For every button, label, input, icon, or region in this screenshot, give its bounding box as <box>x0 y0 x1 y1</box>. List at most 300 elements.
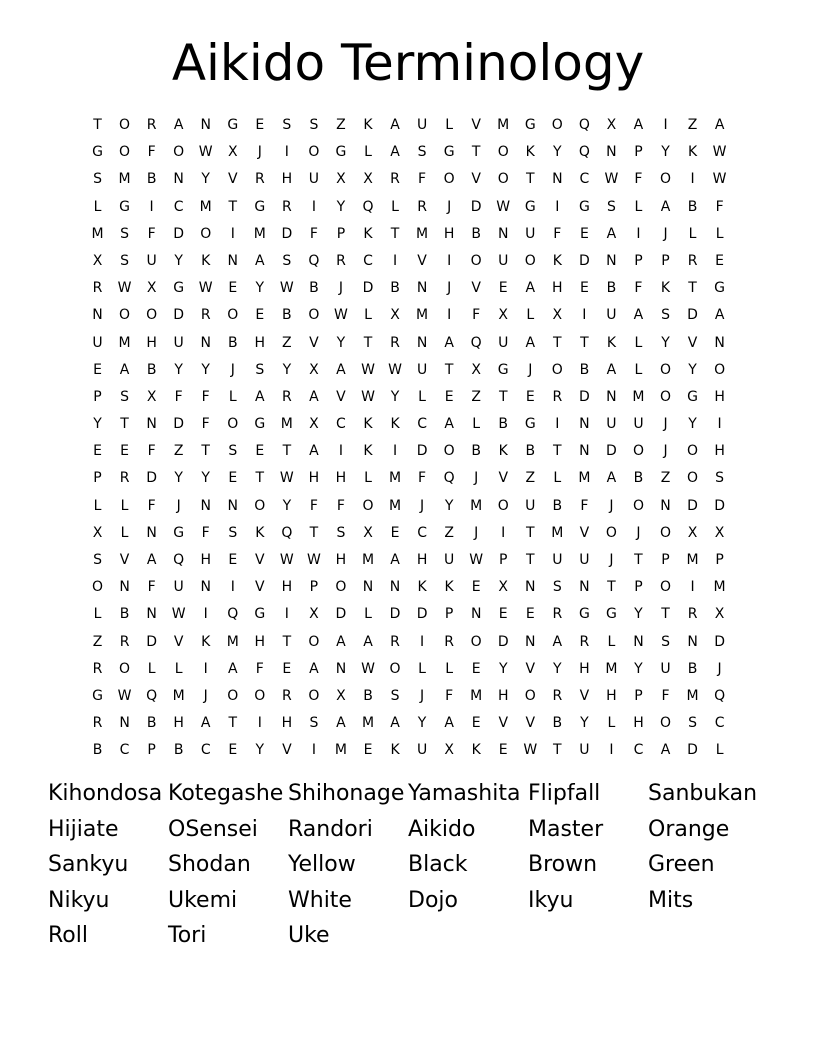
grid-letter: P <box>715 552 724 568</box>
grid-letter: U <box>173 334 184 351</box>
grid-letter: H <box>281 171 293 188</box>
grid-letter: A <box>714 117 725 133</box>
page-title: Aikido Terminology <box>171 34 645 92</box>
grid-letter: Q <box>362 198 374 215</box>
grid-letter: W <box>604 171 619 188</box>
grid-letter: M <box>578 470 591 487</box>
grid-letter: F <box>309 497 318 514</box>
grid-letter: D <box>578 252 590 269</box>
grid-letter: L <box>228 388 237 405</box>
grid-letter: S <box>661 633 670 650</box>
grid-letter: F <box>472 307 481 324</box>
grid-letter: E <box>715 252 725 269</box>
grid-letter: L <box>688 225 697 242</box>
grid-letter: B <box>92 742 103 759</box>
grid-letter: I <box>555 416 560 433</box>
grid-letter: W <box>523 742 538 759</box>
grid-letter: L <box>364 144 372 161</box>
grid-letter: O <box>173 144 185 161</box>
grid-letter: Y <box>201 171 210 188</box>
grid-letter: T <box>661 606 670 623</box>
grid-row <box>84 114 733 141</box>
grid-letter: D <box>578 388 590 405</box>
grid-letter: P <box>309 579 319 596</box>
grid-letter: F <box>147 579 156 596</box>
grid-letter: H <box>281 715 293 732</box>
grid-letter: Y <box>282 361 292 378</box>
grid-letter: G <box>443 144 455 161</box>
grid-letter: M <box>551 524 564 541</box>
grid-letter: A <box>336 715 346 732</box>
grid-letter: O <box>227 687 239 704</box>
grid-letter: U <box>660 660 671 677</box>
grid-letter: T <box>255 470 265 487</box>
grid-letter: Y <box>201 470 210 487</box>
grid-letter: Y <box>255 280 265 297</box>
grid-letter: K <box>552 252 562 269</box>
grid-letter: T <box>634 552 643 568</box>
grid-letter: I <box>636 225 641 242</box>
grid-letter: O <box>308 144 320 161</box>
grid-letter: O <box>497 171 509 188</box>
grid-letter: F <box>445 687 454 704</box>
grid-letter: D <box>335 606 347 623</box>
grid-letter: O <box>632 443 644 460</box>
grid-letter: G <box>687 388 698 405</box>
grid-letter: G <box>173 280 185 297</box>
grid-letter: U <box>606 307 617 324</box>
grid-row <box>84 304 733 331</box>
grid-letter: M <box>91 225 104 242</box>
grid-letter: R <box>146 117 157 133</box>
grid-letter: N <box>200 579 211 596</box>
grid-letter: R <box>390 171 400 188</box>
grid-row <box>84 359 733 386</box>
grid-letter: B <box>579 361 590 378</box>
grid-row <box>84 712 733 739</box>
grid-letter: N <box>606 144 617 161</box>
grid-letter: E <box>498 742 508 759</box>
grid-letter: O <box>497 144 509 161</box>
grid-letter: F <box>661 687 670 704</box>
grid-letter: X <box>227 144 238 161</box>
grid-row <box>84 386 733 413</box>
grid-letter: X <box>714 524 725 541</box>
grid-letter: P <box>661 252 670 269</box>
grid-letter: V <box>579 524 590 541</box>
grid-letter: O <box>254 497 266 514</box>
grid-letter: X <box>498 579 509 596</box>
grid-letter: K <box>417 579 427 596</box>
grid-letter: T <box>120 416 129 433</box>
grid-letter: F <box>174 388 183 405</box>
grid-letter: S <box>390 687 400 704</box>
grid-letter: L <box>364 307 372 324</box>
grid-letter: D <box>389 606 401 623</box>
grid-letter: S <box>282 252 292 269</box>
grid-letter: N <box>579 443 590 460</box>
grid-letter: X <box>309 416 319 433</box>
grid-letter: O <box>605 524 617 541</box>
grid-letter: F <box>553 225 562 242</box>
grid-letter: O <box>659 579 672 596</box>
grid-letter: D <box>714 633 725 650</box>
grid-letter: E <box>93 443 102 460</box>
grid-letter: H <box>714 388 725 405</box>
grid-letter: Y <box>444 497 454 514</box>
word-list-item: OSensei <box>168 816 258 842</box>
grid-letter: M <box>334 742 347 759</box>
grid-letter: F <box>418 470 427 487</box>
grid-letter: O <box>497 497 509 514</box>
grid-letter: S <box>120 225 130 242</box>
grid-letter: U <box>525 497 536 514</box>
grid-letter: I <box>420 633 425 650</box>
grid-letter: B <box>173 742 184 759</box>
word-list-row <box>48 778 768 814</box>
grid-letter: K <box>363 225 373 242</box>
grid-letter: B <box>552 497 563 514</box>
grid-letter: B <box>633 470 644 487</box>
grid-letter: U <box>552 552 563 568</box>
grid-letter: P <box>634 579 643 596</box>
grid-letter: T <box>553 443 562 460</box>
grid-letter: M <box>713 579 726 596</box>
grid-row <box>84 739 733 766</box>
grid-letter: L <box>418 660 426 677</box>
grid-letter: A <box>525 280 536 297</box>
letter-grid <box>84 114 733 767</box>
grid-letter: O <box>551 117 563 133</box>
grid-letter: Y <box>201 361 210 378</box>
grid-letter: T <box>525 552 535 568</box>
grid-letter: K <box>471 742 481 759</box>
grid-letter: H <box>200 552 211 568</box>
word-list-row <box>48 849 768 885</box>
grid-letter: R <box>119 470 130 487</box>
grid-letter: A <box>390 144 400 161</box>
grid-letter: I <box>284 144 289 161</box>
grid-letter: Y <box>174 361 183 378</box>
grid-letter: S <box>336 524 346 541</box>
grid-letter: M <box>388 497 402 514</box>
grid-letter: V <box>498 470 509 487</box>
grid-letter: W <box>361 361 375 378</box>
word-list-item: Sanbukan <box>648 781 758 806</box>
grid-letter: V <box>525 715 536 732</box>
grid-letter: N <box>119 579 130 596</box>
grid-letter: J <box>176 497 181 514</box>
grid-letter: O <box>362 497 374 514</box>
grid-letter: B <box>146 171 157 188</box>
word-list-item: Aikido <box>408 816 476 842</box>
grid-letter: M <box>253 225 266 242</box>
word-list-item: Flipfall <box>528 781 601 806</box>
grid-letter: N <box>146 606 157 623</box>
grid-letter: O <box>389 660 401 677</box>
grid-letter: B <box>146 361 157 378</box>
grid-letter: Z <box>660 470 671 487</box>
grid-letter: C <box>336 416 346 433</box>
grid-letter: V <box>471 171 481 188</box>
grid-letter: M <box>361 715 375 732</box>
grid-row <box>84 495 733 522</box>
grid-letter: F <box>147 497 156 514</box>
grid-letter: I <box>338 443 344 460</box>
grid-letter: X <box>92 252 103 269</box>
grid-letter: I <box>149 198 154 215</box>
grid-letter: A <box>444 334 454 351</box>
grid-letter: M <box>632 388 645 405</box>
grid-letter: R <box>281 687 292 704</box>
grid-letter: X <box>444 742 454 759</box>
grid-letter: A <box>309 443 319 460</box>
grid-letter: P <box>634 252 643 269</box>
word-list-item: Yamashita <box>408 781 521 806</box>
grid-letter: N <box>579 416 590 433</box>
grid-letter: N <box>416 334 428 351</box>
grid-letter: L <box>715 742 724 759</box>
grid-letter: Y <box>93 416 102 433</box>
grid-letter: T <box>228 198 238 215</box>
grid-letter: I <box>203 606 208 623</box>
grid-letter: H <box>281 579 293 596</box>
grid-letter: E <box>525 606 535 623</box>
grid-letter: Y <box>580 715 589 732</box>
grid-letter: O <box>714 361 726 378</box>
grid-letter: W <box>117 687 132 704</box>
grid-letter: N <box>606 388 617 405</box>
word-list-item: Mits <box>648 887 694 913</box>
grid-letter: R <box>336 252 346 269</box>
grid-letter: B <box>687 198 698 215</box>
grid-letter: O <box>119 307 131 324</box>
grid-letter: U <box>444 552 455 568</box>
grid-letter: Y <box>661 144 670 161</box>
grid-letter: N <box>714 334 725 351</box>
grid-letter: L <box>634 334 643 351</box>
grid-letter: S <box>120 252 130 269</box>
grid-letter: T <box>471 144 481 161</box>
grid-letter: I <box>203 660 208 677</box>
grid-letter: M <box>470 687 483 704</box>
grid-letter: A <box>714 307 725 324</box>
grid-row <box>84 223 733 250</box>
grid-letter: R <box>281 198 292 215</box>
grid-letter: N <box>660 497 671 514</box>
grid-letter: N <box>525 633 536 650</box>
grid-letter: E <box>579 225 589 242</box>
grid-letter: K <box>390 416 400 433</box>
grid-letter: A <box>552 633 563 650</box>
grid-letter: Y <box>174 252 183 269</box>
grid-letter: E <box>444 388 454 405</box>
grid-letter: N <box>633 633 644 650</box>
grid-letter: I <box>555 198 560 215</box>
grid-letter: N <box>362 579 374 596</box>
grid-letter: W <box>198 144 213 161</box>
grid-letter: X <box>336 171 346 188</box>
grid-letter: Z <box>444 524 454 541</box>
word-list-item: Nikyu <box>48 887 110 913</box>
grid-letter: X <box>309 606 319 623</box>
grid-row <box>84 522 733 549</box>
grid-letter: A <box>200 715 211 732</box>
grid-letter: M <box>280 416 293 433</box>
grid-letter: O <box>470 633 482 650</box>
grid-letter: B <box>119 606 130 623</box>
grid-letter: Z <box>282 334 292 351</box>
grid-letter: N <box>552 171 563 188</box>
grid-letter: I <box>690 171 695 188</box>
grid-letter: F <box>147 225 156 242</box>
grid-letter: Q <box>578 117 590 133</box>
grid-letter: A <box>633 307 644 324</box>
grid-letter: U <box>146 252 157 269</box>
grid-letter: W <box>361 660 375 677</box>
grid-row <box>84 332 733 359</box>
grid-letter: S <box>715 470 725 487</box>
grid-letter: Q <box>578 144 590 161</box>
grid-letter: S <box>255 361 265 378</box>
grid-letter: M <box>118 171 131 188</box>
grid-letter: V <box>417 252 427 269</box>
grid-letter: C <box>363 252 373 269</box>
grid-letter: N <box>470 606 482 623</box>
grid-letter: O <box>227 416 239 433</box>
grid-letter: O <box>443 171 455 188</box>
grid-letter: O <box>687 443 699 460</box>
grid-letter: Q <box>146 687 158 704</box>
grid-letter: H <box>443 225 455 242</box>
grid-letter: T <box>688 280 697 297</box>
grid-letter: E <box>228 280 238 297</box>
grid-row <box>84 658 733 685</box>
grid-letter: N <box>606 252 617 269</box>
grid-letter: E <box>498 606 508 623</box>
grid-letter: L <box>634 361 643 378</box>
grid-letter: C <box>173 198 184 215</box>
grid-letter: Y <box>553 144 562 161</box>
grid-letter: V <box>336 388 346 405</box>
grid-letter: X <box>363 171 373 188</box>
grid-letter: R <box>552 606 563 623</box>
grid-letter: D <box>687 307 698 324</box>
grid-row <box>84 576 733 603</box>
grid-letter: M <box>226 633 239 650</box>
grid-letter: X <box>92 524 103 541</box>
grid-letter: T <box>580 334 589 351</box>
grid-letter: Y <box>634 660 643 677</box>
grid-letter: N <box>92 307 103 324</box>
grid-row <box>84 467 733 494</box>
grid-letter: N <box>687 633 698 650</box>
grid-row <box>84 685 733 712</box>
grid-letter: B <box>606 280 617 297</box>
grid-letter: W <box>117 280 132 297</box>
word-list-item: Shihonage <box>288 781 405 806</box>
grid-letter: D <box>173 225 185 242</box>
grid-letter: M <box>686 687 699 704</box>
grid-letter: L <box>93 497 102 514</box>
grid-letter: E <box>471 715 481 732</box>
grid-letter: B <box>390 280 400 297</box>
grid-letter: F <box>634 171 643 188</box>
grid-letter: Q <box>714 687 726 704</box>
grid-letter: G <box>714 280 726 297</box>
grid-letter: O <box>200 225 212 242</box>
grid-letter: E <box>255 117 265 133</box>
grid-letter: O <box>524 252 536 269</box>
grid-letter: R <box>444 633 454 650</box>
grid-letter: M <box>118 334 131 351</box>
grid-letter: P <box>93 470 102 487</box>
grid-letter: X <box>498 307 509 324</box>
grid-letter: A <box>660 742 671 759</box>
grid-letter: X <box>336 687 346 704</box>
grid-letter: A <box>336 361 346 378</box>
grid-letter: H <box>254 633 266 650</box>
grid-letter: T <box>282 633 292 650</box>
grid-letter: P <box>499 552 508 568</box>
grid-letter: J <box>230 361 235 378</box>
grid-letter: Q <box>227 606 239 623</box>
grid-letter: J <box>203 687 208 704</box>
grid-letter: M <box>199 198 212 215</box>
grid-letter: U <box>498 334 509 351</box>
grid-letter: A <box>173 117 184 133</box>
grid-letter: R <box>119 633 130 650</box>
grid-letter: N <box>200 334 211 351</box>
grid-letter: H <box>335 470 347 487</box>
grid-letter: K <box>525 144 535 161</box>
grid-letter: S <box>688 715 697 732</box>
grid-letter: S <box>552 579 562 596</box>
grid-letter: W <box>712 144 727 161</box>
grid-letter: I <box>257 715 262 732</box>
grid-letter: T <box>525 171 535 188</box>
grid-letter: B <box>471 443 481 460</box>
grid-letter: E <box>525 388 535 405</box>
grid-letter: O <box>92 579 104 596</box>
grid-letter: B <box>687 660 698 677</box>
grid-letter: E <box>255 443 265 460</box>
grid-letter: A <box>336 633 346 650</box>
grid-letter: N <box>335 660 347 677</box>
grid-letter: E <box>120 443 129 460</box>
grid-letter: D <box>606 443 617 460</box>
word-list-item: Master <box>528 816 604 842</box>
grid-letter: R <box>254 171 265 188</box>
grid-letter: D <box>146 470 157 487</box>
grid-letter: A <box>390 117 400 133</box>
grid-letter: N <box>200 497 211 514</box>
grid-letter: E <box>282 660 292 677</box>
grid-letter: S <box>606 198 616 215</box>
grid-letter: H <box>335 552 347 568</box>
word-list-item: Orange <box>648 816 730 842</box>
grid-letter: J <box>717 660 722 677</box>
grid-letter: K <box>363 443 373 460</box>
grid-letter: U <box>498 252 509 269</box>
grid-letter: P <box>147 742 156 759</box>
grid-letter: O <box>119 144 131 161</box>
grid-letter: K <box>687 144 698 161</box>
grid-letter: S <box>309 715 319 732</box>
grid-letter: D <box>146 633 157 650</box>
grid-letter: K <box>255 524 265 541</box>
grid-letter: R <box>92 280 103 297</box>
